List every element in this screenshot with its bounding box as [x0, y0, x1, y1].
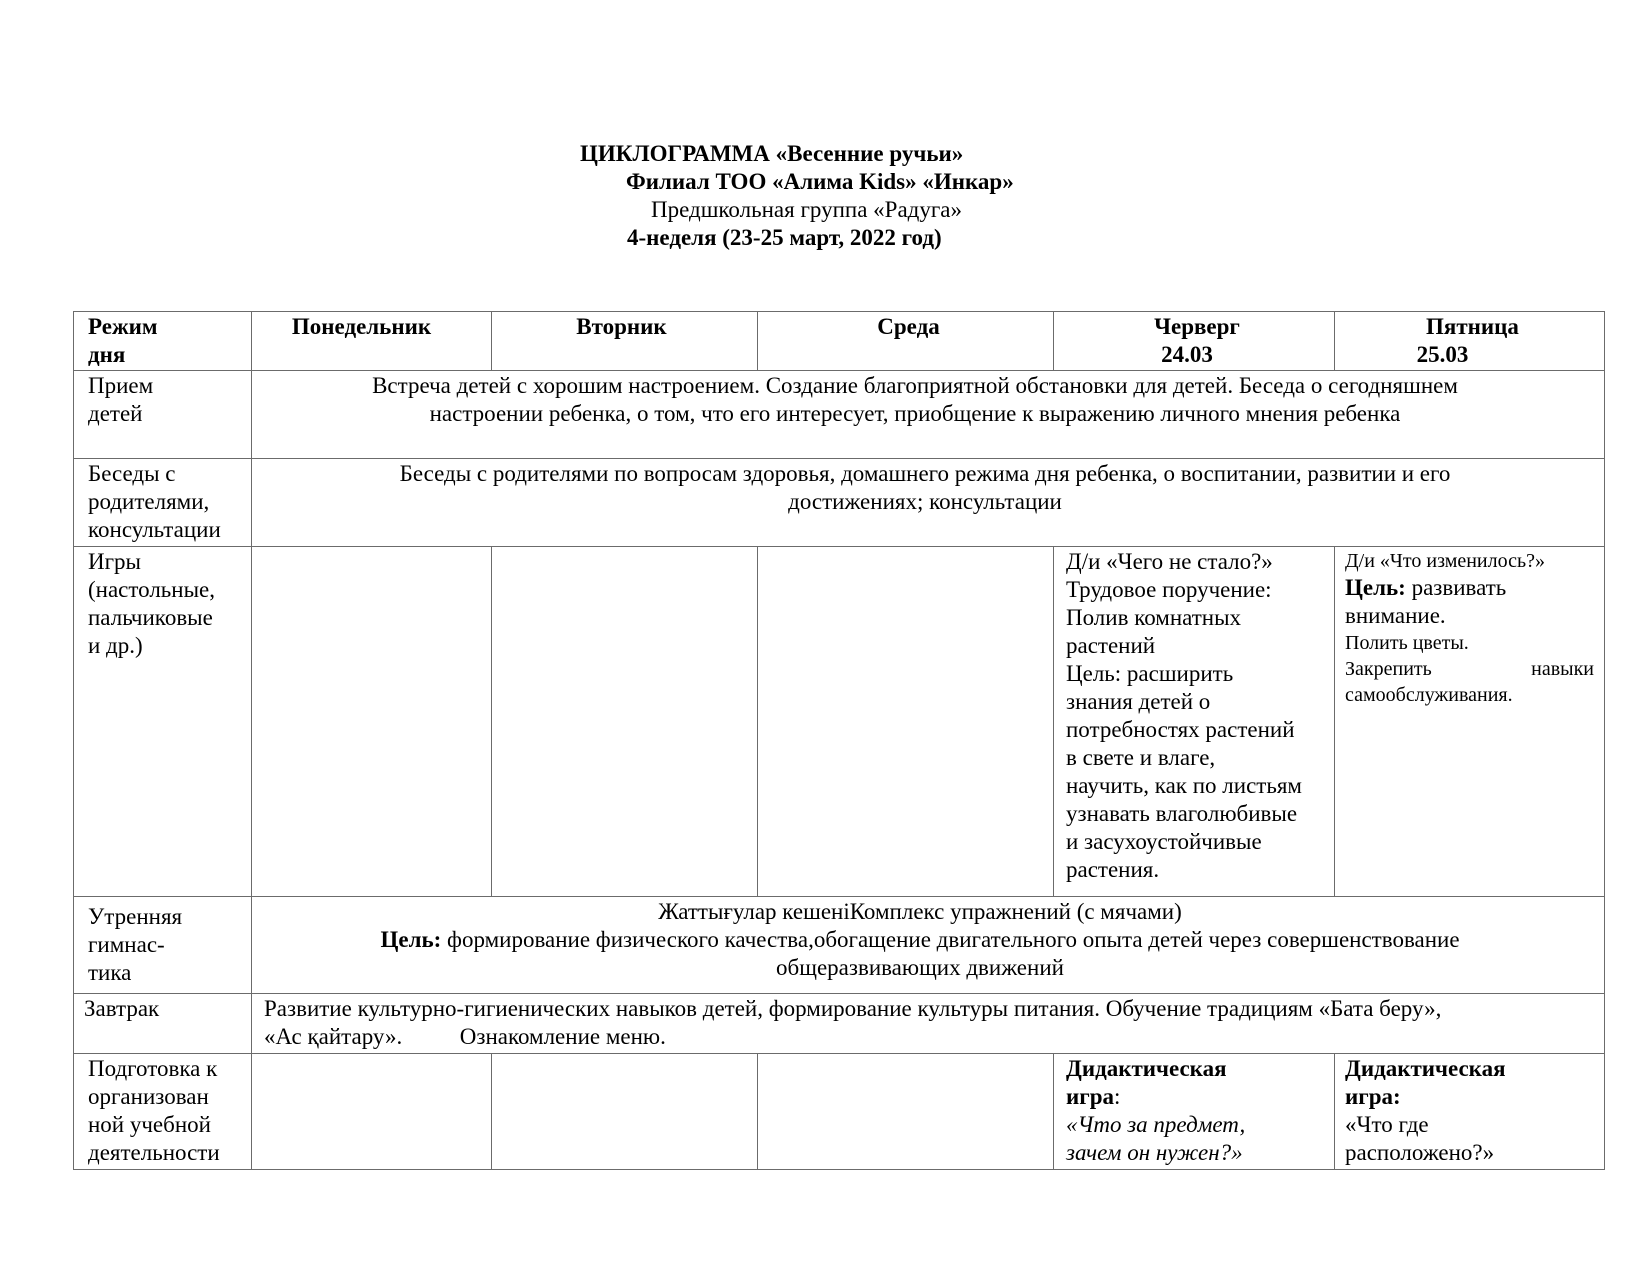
text-line: внимание.	[1345, 603, 1446, 628]
row-parents	[74, 459, 1605, 547]
text-line: Полив комнатных	[1066, 605, 1242, 630]
header-tuesday: Вторник	[492, 312, 758, 371]
label-line: (настольные,	[88, 577, 216, 602]
preparation-thursday-cell	[1054, 1054, 1335, 1170]
reception-text	[252, 371, 1605, 459]
label-line: Игры	[88, 549, 141, 574]
document-title: ЦИКЛОГРАММА «Весенние ручьи»	[580, 141, 964, 166]
text-line: «Что за предмет,	[1066, 1112, 1246, 1137]
label-line: тика	[88, 960, 132, 985]
text-line: «Что где	[1345, 1112, 1429, 1137]
text-line: Трудовое поручение:	[1066, 577, 1272, 602]
header-regime-line: Режим	[88, 314, 158, 339]
text-line: в свете и влаге,	[1066, 745, 1216, 770]
header-regime-line: дня	[88, 342, 126, 367]
text-line: знания детей о	[1066, 689, 1211, 714]
games-friday-cell	[1335, 547, 1605, 897]
text-line: настроении ребенка, о том, что его интересует, приобщение к выражению личного мнения ребенка	[429, 401, 1401, 426]
cyclogram-table	[73, 311, 1605, 1170]
text-line: расположено?»	[1345, 1140, 1495, 1165]
header-friday-date: 25.03	[1416, 342, 1469, 367]
text-line: и засухоустойчивые	[1066, 829, 1262, 854]
label-line: детей	[88, 401, 143, 426]
header-wednesday: Среда	[758, 312, 1054, 371]
label-line: гимнас-	[88, 932, 165, 957]
preparation-wednesday-cell	[758, 1054, 1054, 1170]
text-line: узнавать влаголюбивые	[1066, 801, 1298, 826]
label-line: пальчиковые	[88, 605, 213, 630]
breakfast-text	[252, 994, 1605, 1054]
row-label-games	[74, 547, 252, 897]
label-line: родителями,	[88, 489, 210, 514]
preparation-tuesday-cell	[492, 1054, 758, 1170]
label-line: и др.)	[88, 633, 143, 658]
text-line: Полить цветы.	[1345, 632, 1469, 654]
row-games	[74, 547, 1605, 897]
text-line: Беседы с родителями по вопросам здоровья, домашнего режима дня ребенка, о воспитании, развитии и его	[399, 461, 1451, 486]
label-line: Подготовка к	[88, 1056, 218, 1081]
parents-text	[252, 459, 1605, 547]
row-label-reception	[74, 371, 252, 459]
text-line: растения.	[1066, 857, 1160, 882]
text-line: Дидактическая	[1066, 1056, 1227, 1081]
text-line: зачем он нужен?»	[1066, 1140, 1243, 1165]
text-line: «Ас қайтару». Ознакомление меню.	[264, 1024, 666, 1049]
goal-text: развивать	[1405, 575, 1507, 600]
text-line: Д/и «Чего не стало?»	[1066, 549, 1273, 574]
text-line: игра	[1066, 1084, 1114, 1109]
text-line: общеразвивающих движений	[776, 955, 1064, 980]
goal-text: формирование физического качества,обогащение двигательного опыта детей через совершенствование	[441, 927, 1460, 952]
games-monday-cell	[252, 547, 492, 897]
games-thursday-cell	[1054, 547, 1335, 897]
table-header-row	[74, 312, 1605, 371]
text-line: Закрепить навыки	[1345, 658, 1594, 680]
text-line: игра:	[1345, 1084, 1401, 1109]
row-breakfast	[74, 994, 1605, 1054]
group-name: Предшкольная группа «Радуга»	[651, 197, 962, 222]
text-line: Жаттығулар кешеніКомплекс упражнений (с мячами)	[658, 899, 1182, 924]
label-line: Утренняя	[88, 904, 183, 929]
row-gymnastics	[74, 897, 1605, 994]
header-monday: Понедельник	[252, 312, 492, 371]
label-line: Беседы с	[88, 461, 176, 486]
row-reception	[74, 371, 1605, 459]
header-friday	[1335, 312, 1605, 371]
row-label-gymnastics	[74, 897, 252, 994]
label-line: ной учебной	[88, 1112, 211, 1137]
text-line: достижениях; консультации	[788, 489, 1062, 514]
row-label-breakfast: Завтрак	[74, 994, 252, 1054]
text-line: :	[1114, 1084, 1121, 1109]
row-preparation	[74, 1054, 1605, 1170]
text-line: растений	[1066, 633, 1156, 658]
text-line: Цель: расширить	[1066, 661, 1234, 686]
label-line: деятельности	[88, 1140, 220, 1165]
text-line: научить, как по листьям	[1066, 773, 1302, 798]
preparation-friday-cell	[1335, 1054, 1605, 1170]
header-thursday-date: 24.03	[1161, 342, 1213, 367]
label-line: Прием	[88, 373, 154, 398]
games-wednesday-cell	[758, 547, 1054, 897]
branch-name: Филиал ТОО «Алима Kids» «Инкар»	[626, 169, 1014, 194]
preparation-monday-cell	[252, 1054, 492, 1170]
goal-label: Цель:	[1345, 575, 1406, 600]
text-line: Дидактическая	[1345, 1056, 1506, 1081]
label-line: консультации	[88, 517, 221, 542]
games-tuesday-cell	[492, 547, 758, 897]
header-thursday-label: Черверг	[1154, 314, 1240, 339]
text-line: Д/и «Что изменилось?»	[1345, 550, 1545, 572]
label-line: организован	[88, 1084, 209, 1109]
row-label-parents	[74, 459, 252, 547]
text-line: Развитие культурно-гигиенических навыков детей, формирование культуры питания. Обучение традициям «Бата беру»,	[264, 996, 1442, 1021]
row-label-preparation	[74, 1054, 252, 1170]
header-regime	[74, 312, 252, 371]
text-line: самообслуживания.	[1345, 684, 1513, 706]
goal-label: Цель:	[380, 927, 442, 952]
gymnastics-text	[252, 897, 1605, 994]
week-dates: 4-неделя (23-25 март, 2022 год)	[627, 225, 942, 250]
text-line: Встреча детей с хорошим настроением. Создание благоприятной обстановки для детей. Беседа о сегодняшнем	[372, 373, 1458, 398]
text-line: потребностях растений	[1066, 717, 1295, 742]
header-friday-label: Пятница	[1426, 314, 1519, 339]
